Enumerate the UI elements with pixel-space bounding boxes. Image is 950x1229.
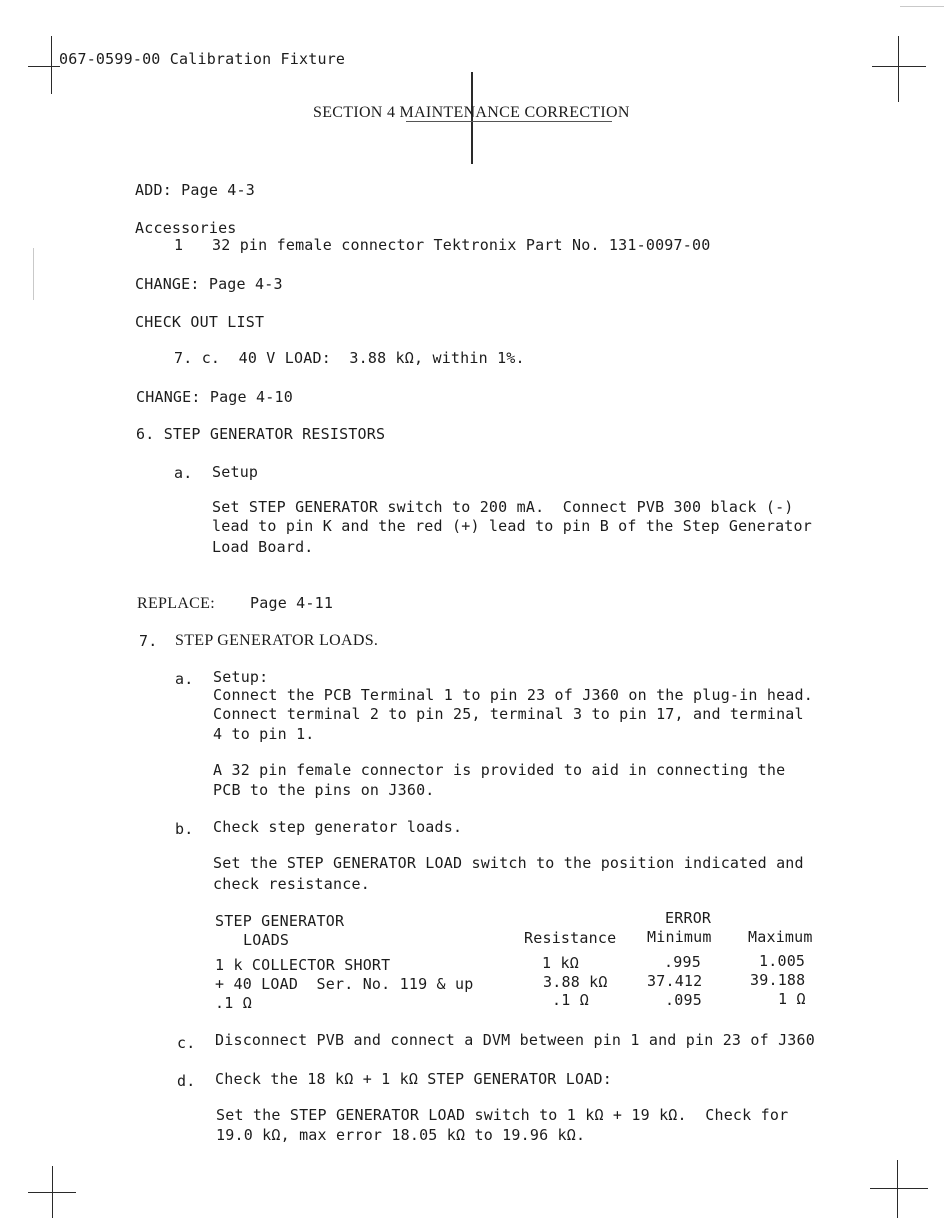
crop-mark-br-h — [870, 1188, 928, 1189]
table-row-1-max: 1.005 — [759, 952, 806, 970]
table-head-loads-2: LOADS — [243, 931, 290, 949]
step-6a-line-1: Set STEP GENERATOR switch to 200 mA. Connect PVB 300 black (-) — [212, 498, 794, 516]
step-6a-label: a. — [174, 464, 193, 482]
crop-mark-tl-v — [51, 36, 52, 94]
step-7c-text: Disconnect PVB and connect a DVM between pin 1 and pin 23 of J360 — [215, 1031, 815, 1049]
check-out-item: 7. c. 40 V LOAD: 3.88 kΩ, within 1%. — [174, 349, 525, 367]
step-7a-line-1: Connect the PCB Terminal 1 to pin 23 of J360 on the plug-in head. — [213, 686, 813, 704]
title-underline — [406, 121, 612, 122]
step-7a-line-2: Connect terminal 2 to pin 25, terminal 3 to pin 17, and terminal — [213, 705, 804, 723]
change-heading-4-3: CHANGE: Page 4-3 — [135, 275, 283, 293]
section-title: SECTION 4 MAINTENANCE CORRECTION — [313, 104, 630, 121]
table-row-3-min: .095 — [665, 991, 702, 1009]
table-head-maximum: Maximum — [748, 928, 813, 946]
edge-mark-top — [900, 6, 944, 7]
table-row-1-resistance: 1 kΩ — [542, 954, 579, 972]
edge-mark-left — [33, 248, 34, 300]
table-row-1-load: 1 k COLLECTOR SHORT — [215, 956, 391, 974]
step-7a-line-3: 4 to pin 1. — [213, 725, 315, 743]
step-7d-label: d. — [177, 1072, 196, 1090]
crop-mark-bl-h — [28, 1192, 76, 1193]
table-row-3-max: 1 Ω — [778, 990, 806, 1008]
step-7d-line-1: Set the STEP GENERATOR LOAD switch to 1 kΩ + 19 kΩ. Check for — [216, 1106, 789, 1124]
check-out-list-title: CHECK OUT LIST — [135, 313, 265, 331]
table-row-2-load: + 40 LOAD Ser. No. 119 & up — [215, 975, 474, 993]
table-row-2-min: 37.412 — [647, 972, 703, 990]
table-row-2-resistance: 3.88 kΩ — [543, 973, 608, 991]
crop-mark-br-v — [897, 1160, 898, 1218]
crop-mark-tl-h — [28, 66, 60, 67]
document-id: 067-0599-00 Calibration Fixture — [59, 50, 346, 68]
step-6a-title: Setup — [212, 463, 259, 481]
step-7-number: 7. — [139, 632, 158, 650]
accessories-label: Accessories — [135, 219, 237, 237]
table-head-loads-1: STEP GENERATOR — [215, 912, 345, 930]
step-7b-line-1: Set the STEP GENERATOR LOAD switch to the position indicated and — [213, 854, 804, 872]
step-7a-title: Setup: — [213, 668, 269, 686]
accessory-description: 32 pin female connector Tektronix Part No. 131-0097-00 — [212, 236, 711, 254]
step-7b-label: b. — [175, 820, 194, 838]
step-6a-line-2: lead to pin K and the red (+) lead to pin B of the Step Generator — [212, 517, 812, 535]
table-head-minimum: Minimum — [647, 928, 712, 946]
table-row-3-load: .1 Ω — [215, 994, 252, 1012]
table-head-error: ERROR — [665, 909, 712, 927]
step-7c-label: c. — [177, 1034, 196, 1052]
step-7a-label: a. — [175, 670, 194, 688]
step-6a-line-3: Load Board. — [212, 538, 314, 556]
table-row-1-min: .995 — [664, 953, 701, 971]
step-7a-line-4: A 32 pin female connector is provided to aid in connecting the — [213, 761, 786, 779]
table-row-3-resistance: .1 Ω — [552, 991, 589, 1009]
step-7d-line-2: 19.0 kΩ, max error 18.05 kΩ to 19.96 kΩ. — [216, 1126, 586, 1144]
step-7b-title: Check step generator loads. — [213, 818, 463, 836]
step-7b-line-2: check resistance. — [213, 875, 370, 893]
change-heading-4-10: CHANGE: Page 4-10 — [136, 388, 293, 406]
replace-page: Page 4-11 — [250, 594, 334, 612]
table-row-2-max: 39.188 — [750, 971, 806, 989]
step-7d-title: Check the 18 kΩ + 1 kΩ STEP GENERATOR LOAD: — [215, 1070, 612, 1088]
crop-mark-tr-h — [872, 66, 926, 67]
crop-mark-tr-v — [898, 36, 899, 102]
step-7a-line-5: PCB to the pins on J360. — [213, 781, 435, 799]
replace-label: REPLACE: — [137, 595, 215, 612]
accessory-qty: 1 — [174, 236, 184, 254]
add-heading: ADD: Page 4-3 — [135, 181, 255, 199]
step-7-title: STEP GENERATOR LOADS. — [175, 632, 379, 649]
table-head-resistance: Resistance — [524, 929, 617, 947]
step-6-title: 6. STEP GENERATOR RESISTORS — [136, 425, 386, 443]
